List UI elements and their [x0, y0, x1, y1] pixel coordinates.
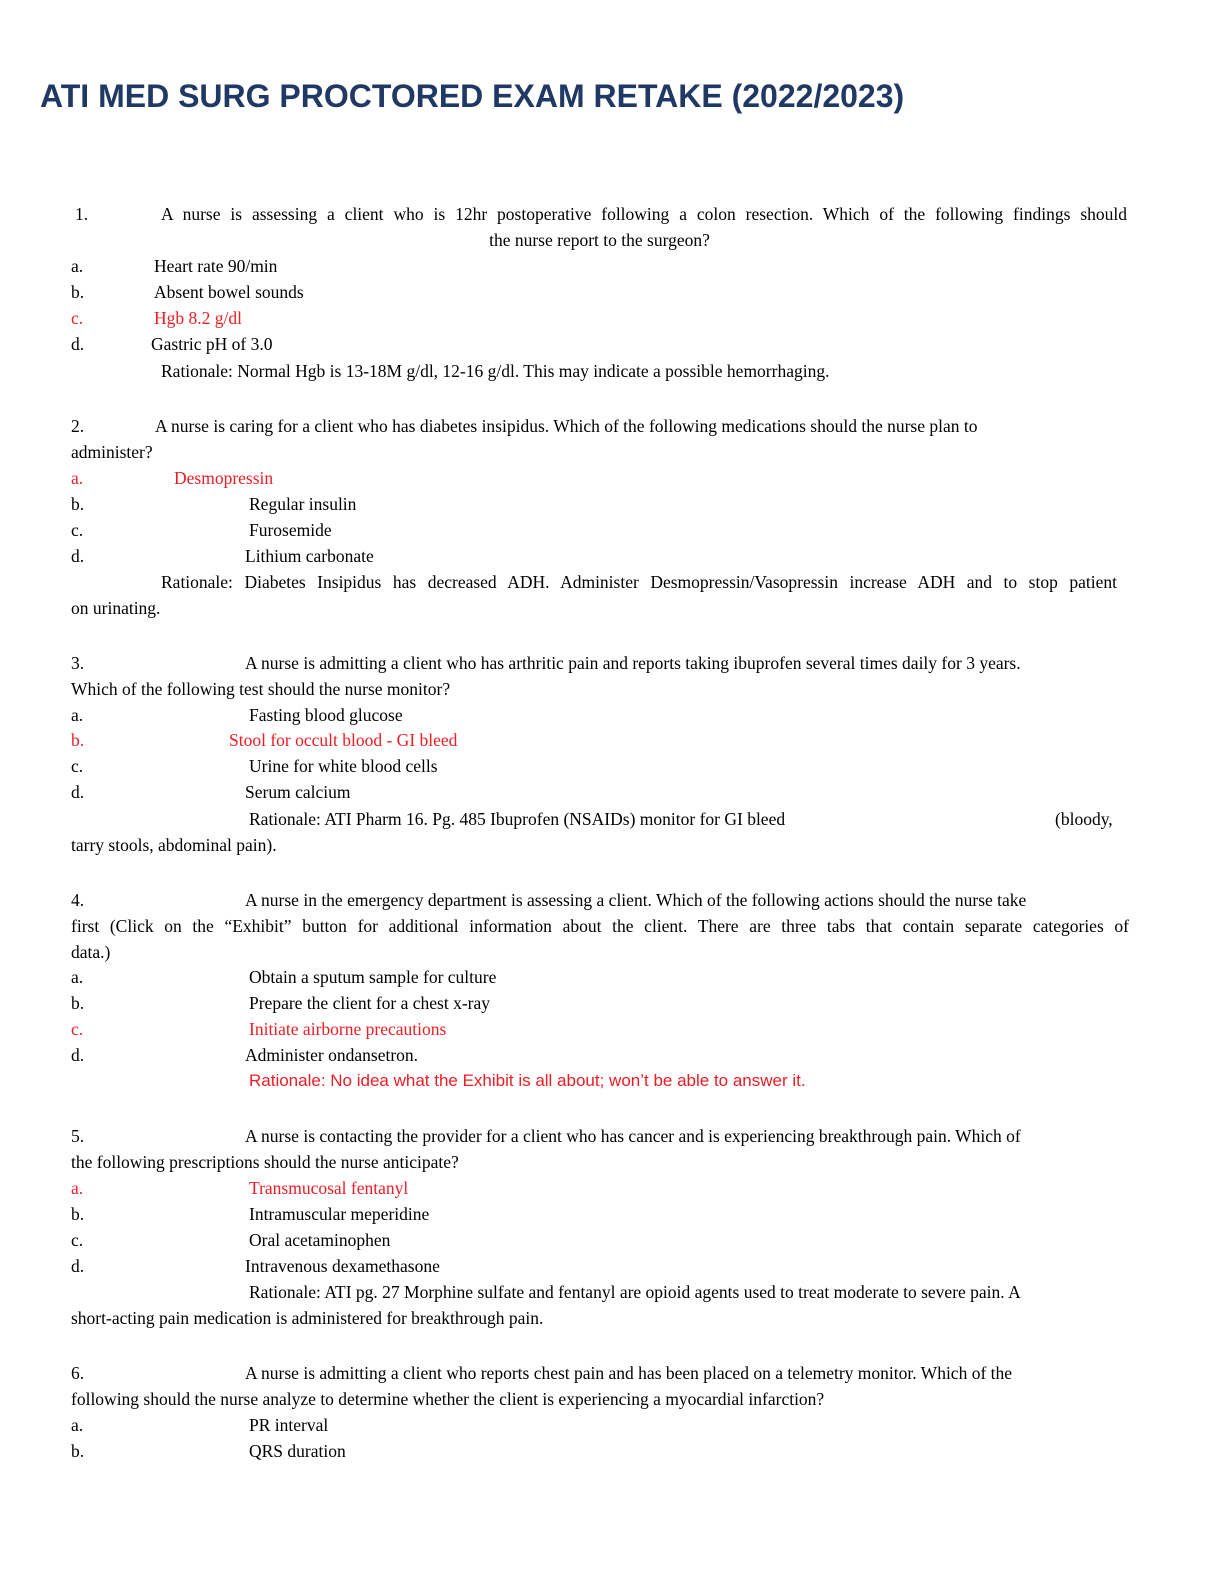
q3-option-text-correct: Stool for occult blood - GI bleed [229, 730, 458, 750]
q3-rationale-line1: Rationale: ATI Pharm 16. Pg. 485 Ibuprofen (NSAIDs) monitor for GI bleed [249, 809, 786, 829]
q2-option-text-correct: Desmopressin [174, 468, 274, 488]
q6-stem-line1: A nurse is admitting a client who reports chest pain and has been placed on a telemetry monitor. Which of the [245, 1363, 1013, 1383]
q5-option-letter: b. [71, 1204, 85, 1224]
q4-option-letter-correct: c. [71, 1019, 84, 1039]
q6-option-letter: b. [71, 1441, 85, 1461]
q3-option-text: Serum calcium [245, 782, 351, 802]
q4-number: 4. [71, 890, 85, 910]
q3-option-letter: c. [71, 756, 84, 776]
q1-option-text-correct: Hgb 8.2 g/dl [154, 308, 242, 328]
q3-rationale-line1-end: (bloody, [1055, 809, 1113, 829]
q6-option-text: PR interval [249, 1415, 329, 1435]
q6-number: 6. [71, 1363, 85, 1383]
q5-number: 5. [71, 1126, 85, 1146]
q5-rationale-line2: short-acting pain medication is administered for breakthrough pain. [71, 1308, 544, 1328]
q4-option-text: Administer ondansetron. [245, 1045, 419, 1065]
q2-option-text: Regular insulin [249, 494, 357, 514]
q2-rationale-line2: on urinating. [71, 598, 161, 618]
q5-option-text: Intramuscular meperidine [249, 1204, 430, 1224]
q5-option-letter: c. [71, 1230, 84, 1250]
q6-option-text: QRS duration [249, 1441, 346, 1461]
q3-number: 3. [71, 653, 85, 673]
q3-option-text: Urine for white blood cells [249, 756, 438, 776]
q2-number: 2. [71, 416, 85, 436]
q5-stem-line1: A nurse is contacting the provider for a client who has cancer and is experiencing breakthrough pain. Which of [245, 1126, 1021, 1146]
q3-option-letter: d. [71, 782, 85, 802]
q1-stem-line2: the nurse report to the surgeon? [489, 230, 710, 250]
q2-option-letter-correct: a. [71, 468, 84, 488]
q3-option-letter-correct: b. [71, 730, 85, 750]
q6-option-letter: a. [71, 1415, 84, 1435]
q3-stem-line2: Which of the following test should the nurse monitor? [71, 679, 451, 699]
q4-stem-line3: data.) [71, 942, 111, 962]
q4-rationale: Rationale: No idea what the Exhibit is all about; won’t be able to answer it. [249, 1071, 806, 1090]
q2-option-letter: c. [71, 520, 84, 540]
q1-option-letter-correct: c. [71, 308, 84, 328]
q5-option-text: Intravenous dexamethasone [245, 1256, 440, 1276]
q1-stem-line1: A nurse is assessing a client who is 12hr postoperative following a colon resection. Which of the following findings should [161, 204, 1127, 224]
q5-option-letter: d. [71, 1256, 85, 1276]
page-title: ATI MED SURG PROCTORED EXAM RETAKE (2022/2023) [40, 78, 905, 114]
q1-option-text: Heart rate 90/min [154, 256, 278, 276]
q4-option-text: Prepare the client for a chest x-ray [249, 993, 490, 1013]
q5-option-letter-correct: a. [71, 1178, 84, 1198]
q2-option-letter: d. [71, 546, 85, 566]
q3-rationale-line2: tarry stools, abdominal pain). [71, 835, 277, 855]
q1-option-letter: a. [71, 256, 84, 276]
q5-option-text-correct: Transmucosal fentanyl [249, 1178, 409, 1198]
q1-rationale: Rationale: Normal Hgb is 13-18M g/dl, 12-16 g/dl. This may indicate a possible hemorrhaging. [161, 361, 830, 381]
q2-stem-line2: administer? [71, 442, 153, 462]
q2-option-text: Furosemide [249, 520, 332, 540]
q1-option-text: Absent bowel sounds [154, 282, 304, 302]
q3-option-text: Fasting blood glucose [249, 705, 403, 725]
q6-stem-line2: following should the nurse analyze to determine whether the client is experiencing a myocardial infarction? [71, 1389, 825, 1409]
q1-option-letter: d. [71, 334, 85, 354]
q5-stem-line2: the following prescriptions should the nurse anticipate? [71, 1152, 459, 1172]
q3-option-letter: a. [71, 705, 84, 725]
q4-option-letter: a. [71, 967, 84, 987]
q5-rationale-line1: Rationale: ATI pg. 27 Morphine sulfate and fentanyl are opioid agents used to treat moderate to severe pain. A [249, 1282, 1021, 1302]
q4-stem-line1: A nurse in the emergency department is assessing a client. Which of the following actions should the nurse take [245, 890, 1027, 910]
q4-option-text-correct: Initiate airborne precautions [249, 1019, 447, 1039]
q2-option-letter: b. [71, 494, 85, 514]
q3-stem-line1: A nurse is admitting a client who has arthritic pain and reports taking ibuprofen several times daily for 3 years. [245, 653, 1021, 673]
q4-stem-line2: first (Click on the “Exhibit” button for additional information about the client. There are three tabs that contain separate categories of [71, 916, 1129, 936]
q5-option-text: Oral acetaminophen [249, 1230, 391, 1250]
q1-number: 1. [75, 204, 89, 224]
q2-option-text: Lithium carbonate [245, 546, 374, 566]
q2-rationale-line1: Rationale: Diabetes Insipidus has decreased ADH. Administer Desmopressin/Vasopressin increase ADH and to stop patient [161, 572, 1117, 592]
q4-option-letter: d. [71, 1045, 85, 1065]
q1-option-letter: b. [71, 282, 85, 302]
q1-option-text: Gastric pH of 3.0 [151, 334, 273, 354]
q4-option-letter: b. [71, 993, 85, 1013]
q2-stem-line1: A nurse is caring for a client who has diabetes insipidus. Which of the following medications should the nurse plan to [155, 416, 978, 436]
q4-option-text: Obtain a sputum sample for culture [249, 967, 497, 987]
